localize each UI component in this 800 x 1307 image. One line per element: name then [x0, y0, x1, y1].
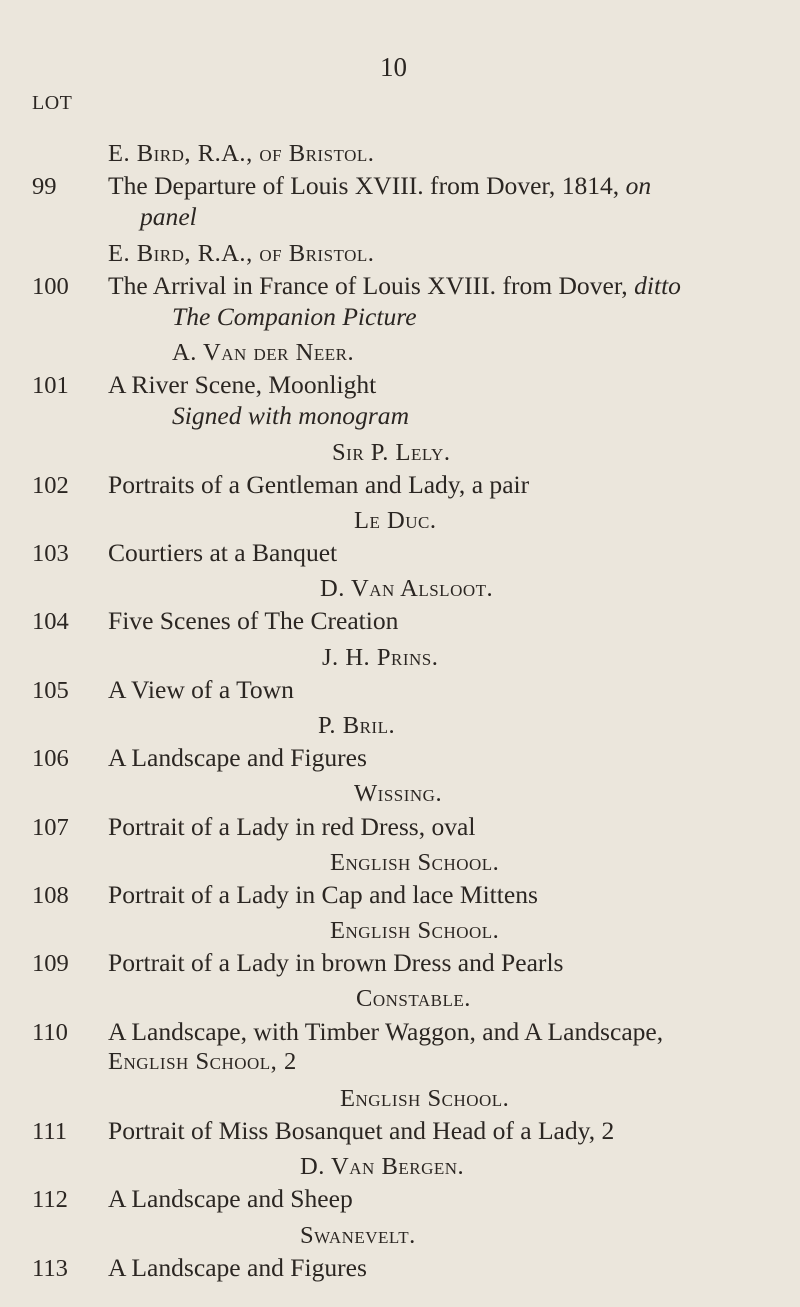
artist-name: English School. [330, 917, 500, 945]
artist-name: English School. [330, 848, 500, 876]
lot-title-text: The Arrival in France of Louis XVIII. from Dover, [108, 270, 628, 300]
lot-title-text: The Departure of Louis XVIII. from Dover, 1814, [108, 171, 620, 201]
lot-number: 107 [32, 813, 69, 841]
lot-number: 99 [32, 173, 57, 201]
artist-name: A. Van der Neer. [172, 339, 355, 367]
artist-name: J. H. Prins. [322, 643, 439, 671]
artist-name: Wissing. [354, 780, 443, 808]
lot-title [108, 171, 651, 201]
artist-name: E. Bird, R.A., of Bristol. [108, 140, 375, 167]
artist-name: Le Duc. [354, 506, 437, 534]
lot-title: Portraits of a Gentleman and Lady, a pair [108, 469, 530, 499]
artist-name: Constable. [356, 985, 471, 1013]
lot-title: A Landscape and Figures [108, 743, 367, 773]
lot-number: 112 [32, 1186, 68, 1214]
lot-title-italic: ditto [634, 270, 681, 300]
lot-column-header: LOT [32, 92, 73, 114]
page-number: 10 [380, 52, 407, 82]
lot-number: 108 [32, 881, 69, 909]
artist-name: English School. [340, 1084, 510, 1112]
lot-title: Portrait of Miss Bosanquet and Head of a Lady, 2 [108, 1116, 615, 1146]
lot-number: 100 [32, 272, 69, 300]
lot-number: 110 [32, 1018, 68, 1046]
lot-title: Courtiers at a Banquet [108, 538, 338, 568]
lot-title: Portrait of a Lady in Cap and lace Mittens [108, 879, 538, 909]
lot-title: Portrait of a Lady in brown Dress and Pearls [108, 948, 564, 978]
lot-note: Signed with monogram [172, 401, 410, 431]
lot-title: Portrait of a Lady in red Dress, oval [108, 811, 476, 841]
lot-number: 111 [32, 1118, 67, 1146]
lot-number: 113 [32, 1254, 68, 1282]
artist-name: Sir P. Lely. [332, 438, 451, 466]
artist-name: P. Bril. [318, 712, 396, 739]
lot-title [108, 271, 681, 301]
artist-name: D. Van Alsloot. [320, 575, 494, 603]
lot-number: 101 [32, 372, 69, 400]
lot-title: A Landscape, with Timber Waggon, and A Landscape, [108, 1016, 664, 1046]
artist-name: Swanevelt. [300, 1221, 416, 1249]
lot-number: 104 [32, 608, 69, 636]
artist-name: D. Van Bergen. [300, 1153, 465, 1181]
lot-note: panel [140, 202, 197, 232]
lot-number: 105 [32, 676, 69, 704]
lot-title-italic: on [625, 171, 652, 201]
lot-title: A River Scene, Moonlight [108, 370, 377, 400]
artist-name: E. Bird, R.A., of Bristol. [108, 239, 375, 267]
lot-number: 109 [32, 950, 69, 978]
lot-title: A View of a Town [108, 674, 294, 704]
lot-note: The Companion Picture [172, 301, 417, 331]
lot-title: A Landscape and Figures [108, 1252, 367, 1282]
lot-title: Five Scenes of The Creation [108, 606, 399, 636]
lot-extra: English School, 2 [108, 1047, 297, 1075]
lot-number: 106 [32, 745, 69, 773]
lot-title: A Landscape and Sheep [108, 1184, 353, 1214]
lot-number: 102 [32, 471, 69, 499]
lot-number: 103 [32, 540, 69, 568]
